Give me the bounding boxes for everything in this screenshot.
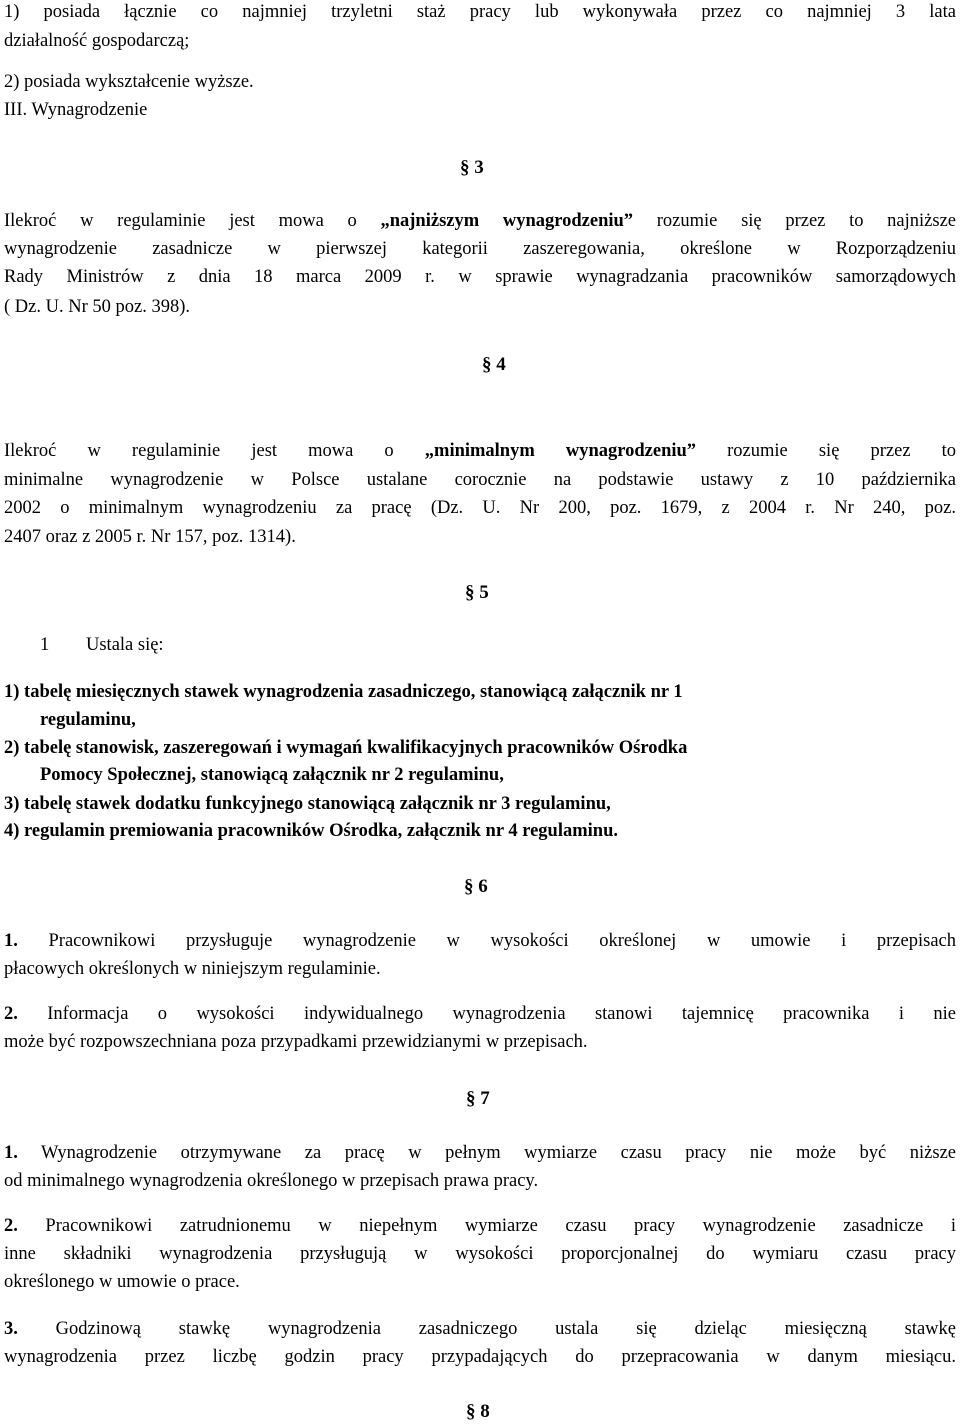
section-4-term: „minimalnym wynagrodzeniu” [424,441,697,461]
section-7-paragraph-2-line-1 [4,1217,956,1236]
section-7-paragraph-1-line-1 [4,1144,956,1163]
section-6-paragraph-2-line-1 [4,1005,956,1024]
section-5-heading: § 5 [465,582,489,603]
section-7-paragraph-3-line-1 [4,1320,956,1339]
section-5-item-3: 3) tabelę stawek dodatku funkcyjnego stanowiącą załącznik nr 3 regulaminu, [4,794,611,814]
section-6-paragraph-2-line-2: może być rozpowszechniana poza przypadkami przewidzianymi w przepisach. [4,1032,588,1052]
condition-1-line-1: 1) posiada łącznie co najmniej trzyletni staż pracy lub wykonywała przez co najmniej 3 lata [4,2,956,22]
section-7-paragraph-2-line-3: określonego w umowie o prace. [4,1272,240,1292]
section-3-line-1-pre: Ilekroć w regulaminie jest mowa o [4,211,381,231]
section-3-line-2: wynagrodzenie zasadnicze w pierwszej kategorii zaszeregowania, określone w Rozporządzeniu [4,239,956,259]
section-7-paragraph-3-number: 3. [4,1319,18,1339]
condition-2: 2) posiada wykształcenie wyższe. [4,72,254,92]
section-6-paragraph-1-text: Pracownikowi przysługuje wynagrodzenie w wysokości określonej w umowie i przepisach [17,931,956,951]
section-3-line-4: ( Dz. U. Nr 50 poz. 398). [4,297,190,317]
section-6-paragraph-1-line-2: płacowych określonych w niniejszym regulaminie. [4,959,381,979]
section-7-paragraph-2-text: Pracownikowi zatrudnionemu w niepełnym wymiarze czasu pracy wynagrodzenie zasadnicze i [17,1216,956,1236]
section-5-intro-number: 1 [40,635,50,655]
section-3-line-3: Rady Ministrów z dnia 18 marca 2009 r. w sprawie wynagradzania pracowników samorządowych [4,267,956,287]
section-4-line-3: 2002 o minimalnym wynagrodzeniu za pracę (Dz. U. Nr 200, poz. 1679, z 2004 r. Nr 240, poz. [4,498,956,518]
section-8-heading: § 8 [466,1401,490,1422]
section-3-line-1 [4,212,956,231]
section-5-item-4: 4) regulamin premiowania pracowników Ośrodka, załącznik nr 4 regulaminu. [4,821,618,841]
section-3-line-1-post: rozumie się przez to najniższe [633,211,957,231]
section-4-line-1-pre: Ilekroć w regulaminie jest mowa o [4,441,425,461]
section-6-paragraph-1-number: 1. [4,931,18,951]
chapter-heading: III. Wynagrodzenie [4,100,148,120]
section-7-paragraph-2-line-2: inne składniki wynagrodzenia przysługują w wysokości proporcjonalnej do wymiaru czasu pracy [4,1244,956,1264]
section-4-heading: § 4 [482,354,506,375]
section-7-heading: § 7 [466,1088,490,1109]
section-4-line-4: 2407 oraz z 2005 r. Nr 157, poz. 1314). [4,527,296,547]
section-4-line-1-post: rozumie się przez to [696,441,957,461]
section-7-paragraph-1-text: Wynagrodzenie otrzymywane za pracę w pełnym wymiarze czasu pracy nie może być niższe [17,1143,956,1163]
section-5-item-2-line-1: 2) tabelę stanowisk, zaszeregowań i wymagań kwalifikacyjnych pracowników Ośrodka [4,738,688,758]
section-5-item-1-line-2: regulaminu, [40,710,136,730]
section-7-paragraph-1-number: 1. [4,1143,18,1163]
section-7-paragraph-1-line-2: od minimalnego wynagrodzenia określonego w przepisach prawa pracy. [4,1171,539,1191]
section-6-paragraph-2-number: 2. [4,1004,18,1024]
section-6-heading: § 6 [464,876,488,897]
section-4-line-1 [4,442,956,461]
section-4-line-2: minimalne wynagrodzenie w Polsce ustalane corocznie na podstawie ustawy z 10 października [4,470,956,490]
section-6-paragraph-2-text: Informacja o wysokości indywidualnego wynagrodzenia stanowi tajemnicę pracownika i nie [17,1004,956,1024]
section-5-item-2-line-2: Pomocy Społecznej, stanowiącą załącznik nr 2 regulaminu, [40,765,504,785]
section-7-paragraph-3-line-2: wynagrodzenia przez liczbę godzin pracy przypadających do przepracowania w danym miesiącu. [4,1347,956,1367]
section-3-term: „najniższym wynagrodzeniu” [380,211,634,231]
section-7-paragraph-3-text: Godzinową stawkę wynagrodzenia zasadniczego ustala się dzieląc miesięczną stawkę [17,1319,956,1339]
section-5-item-1-line-1: 1) tabelę miesięcznych stawek wynagrodzenia zasadniczego, stanowiącą załącznik nr 1 [4,682,683,702]
section-6-paragraph-1-line-1 [4,932,956,951]
section-7-paragraph-2-number: 2. [4,1216,18,1236]
condition-1-line-2: działalność gospodarczą; [4,31,190,51]
section-3-heading: § 3 [460,157,484,178]
section-5-intro: Ustala się: [86,635,164,655]
